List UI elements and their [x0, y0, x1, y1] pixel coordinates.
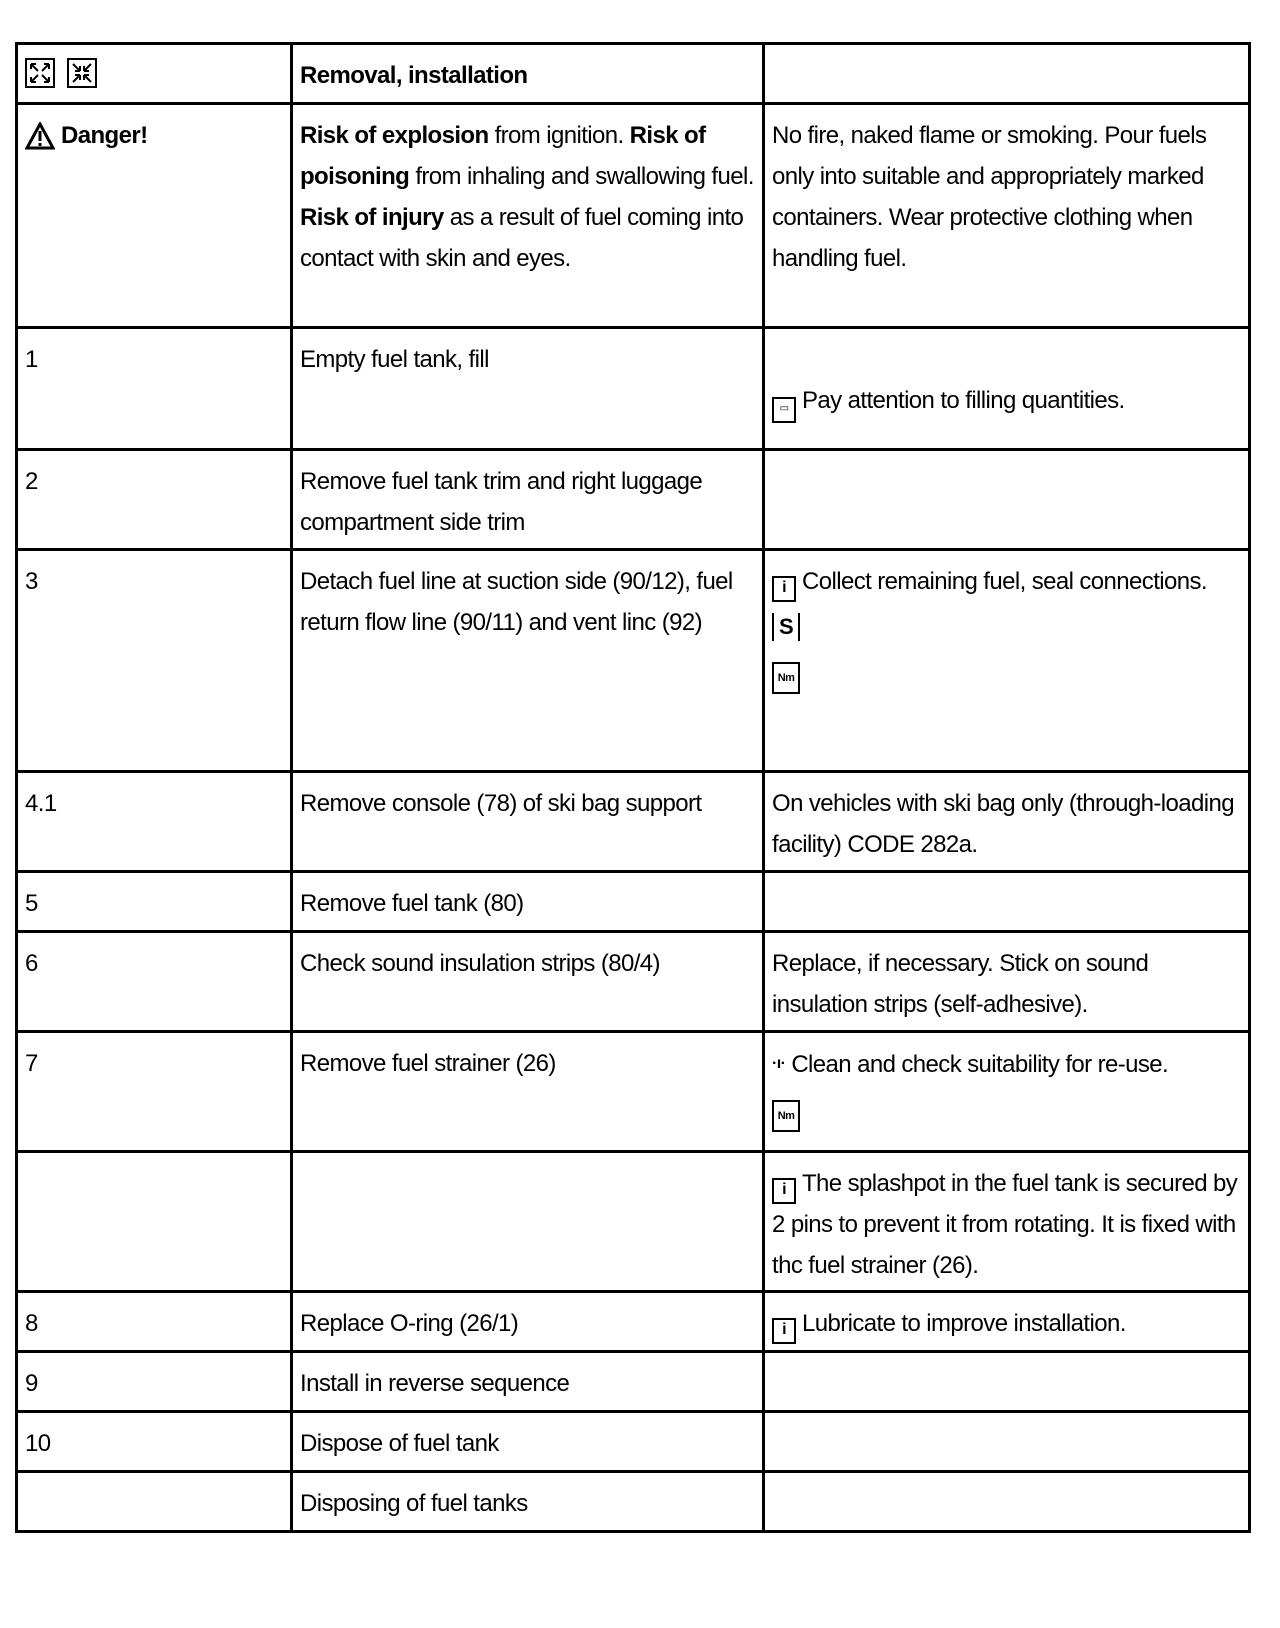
step-action: Replace O-ring (26/1) [292, 1292, 764, 1352]
danger-measures: No fire, naked flame or smoking. Pour fuels only into suitable and appropriately marked containers. Wear protective clothing when handling fuel. [764, 104, 1250, 328]
step-number: 1 [17, 328, 292, 450]
step-number [17, 1152, 292, 1292]
step-number: 6 [17, 932, 292, 1032]
danger-risks-cell [292, 104, 764, 328]
step-action: Check sound insulation strips (80/4) [292, 932, 764, 1032]
step-number [17, 1472, 292, 1532]
table-row [17, 932, 1250, 1032]
step-note: Replace, if necessary. Stick on sound insulation strips (self-adhesive). [764, 932, 1250, 1032]
step-number: 5 [17, 872, 292, 932]
procedure-table [15, 42, 1251, 1533]
step-action: Remove fuel tank trim and right luggage compartment side trim [292, 450, 764, 550]
step-action: Empty fuel tank, fill [292, 328, 764, 450]
clean-icon: ·ı· [772, 1055, 786, 1072]
info-icon: i [772, 1318, 796, 1344]
table-row [17, 550, 1250, 772]
step-note-cell [764, 1152, 1250, 1292]
danger-row [17, 104, 1250, 328]
step-number: 2 [17, 450, 292, 550]
step-number: 8 [17, 1292, 292, 1352]
table-row [17, 872, 1250, 932]
step-note [764, 1472, 1250, 1532]
step-note [764, 1412, 1250, 1472]
step-action: Remove console (78) of ski bag support [292, 772, 764, 872]
step-action [292, 1152, 764, 1292]
step-number: 7 [17, 1032, 292, 1152]
step-action: Dispose of fuel tank [292, 1412, 764, 1472]
step-note-cell [764, 328, 1250, 450]
table-row [17, 1412, 1250, 1472]
step-note: On vehicles with ski bag only (through-loading facility) CODE 282a. [764, 772, 1250, 872]
step-number: 10 [17, 1412, 292, 1472]
table-row [17, 1032, 1250, 1152]
step-note: Clean and check suitability for re-use. [791, 1051, 1169, 1078]
step-action: Install in reverse sequence [292, 1352, 764, 1412]
risk-injury: Risk of injury [300, 204, 444, 231]
step-note: Lubricate to improve installation. [802, 1310, 1126, 1337]
step-note: Pay attention to filling quantities. [802, 387, 1125, 414]
risk-injury-rest: as a result of fuel coming into contact with skin and eyes. [300, 204, 744, 272]
info-icon: i [772, 1178, 796, 1204]
table-header-row [17, 44, 1250, 104]
step-note-cell [764, 1032, 1250, 1152]
step-note-cell [764, 550, 1250, 772]
risk-explosion: Risk of explosion [300, 122, 489, 149]
table-row [17, 1152, 1250, 1292]
step-action: Disposing of fuel tanks [292, 1472, 764, 1532]
table-row [17, 450, 1250, 550]
table-row [17, 772, 1250, 872]
removal-symbol-icon [25, 58, 55, 88]
step-note-cell [764, 1292, 1250, 1352]
step-note: The splashpot in the fuel tank is secured by 2 pins to prevent it from rotating. It is fixed with thc fuel strainer (26). [772, 1170, 1238, 1279]
torque-icon: Nm [772, 1100, 800, 1132]
step-note [764, 1352, 1250, 1412]
step-number: 4.1 [17, 772, 292, 872]
table-row [17, 328, 1250, 450]
step-note [764, 450, 1250, 550]
risk-explosion-rest: from ignition. [488, 122, 630, 149]
step-action: Remove fuel tank (80) [292, 872, 764, 932]
risk-poisoning: Risk of poisoning [300, 122, 706, 190]
danger-label: Danger! [61, 122, 148, 149]
torque-icon: Nm [772, 662, 800, 694]
danger-label-cell [17, 104, 292, 328]
step-note [764, 872, 1250, 932]
step-action: Remove fuel strainer (26) [292, 1032, 764, 1152]
info-icon: i [772, 576, 796, 602]
table-row [17, 1472, 1250, 1532]
warning-triangle-icon [25, 122, 55, 150]
table-row [17, 1352, 1250, 1412]
header-symbols-cell [17, 44, 292, 104]
step-number: 3 [17, 550, 292, 772]
step-note: Collect remaining fuel, seal connections. [802, 568, 1207, 595]
step-number: 9 [17, 1352, 292, 1412]
header-empty-cell [764, 44, 1250, 104]
manual-reference-icon: ▭ [772, 397, 796, 423]
header-title: Removal, installation [292, 44, 764, 104]
table-row [17, 1292, 1250, 1352]
special-tool-icon: S [772, 613, 800, 641]
step-action: Detach fuel line at suction side (90/12), fuel return flow line (90/11) and vent linc (92) [292, 550, 764, 772]
installation-symbol-icon [67, 58, 97, 88]
risk-poisoning-rest: from inhaling and swallowing fuel. [409, 163, 754, 190]
